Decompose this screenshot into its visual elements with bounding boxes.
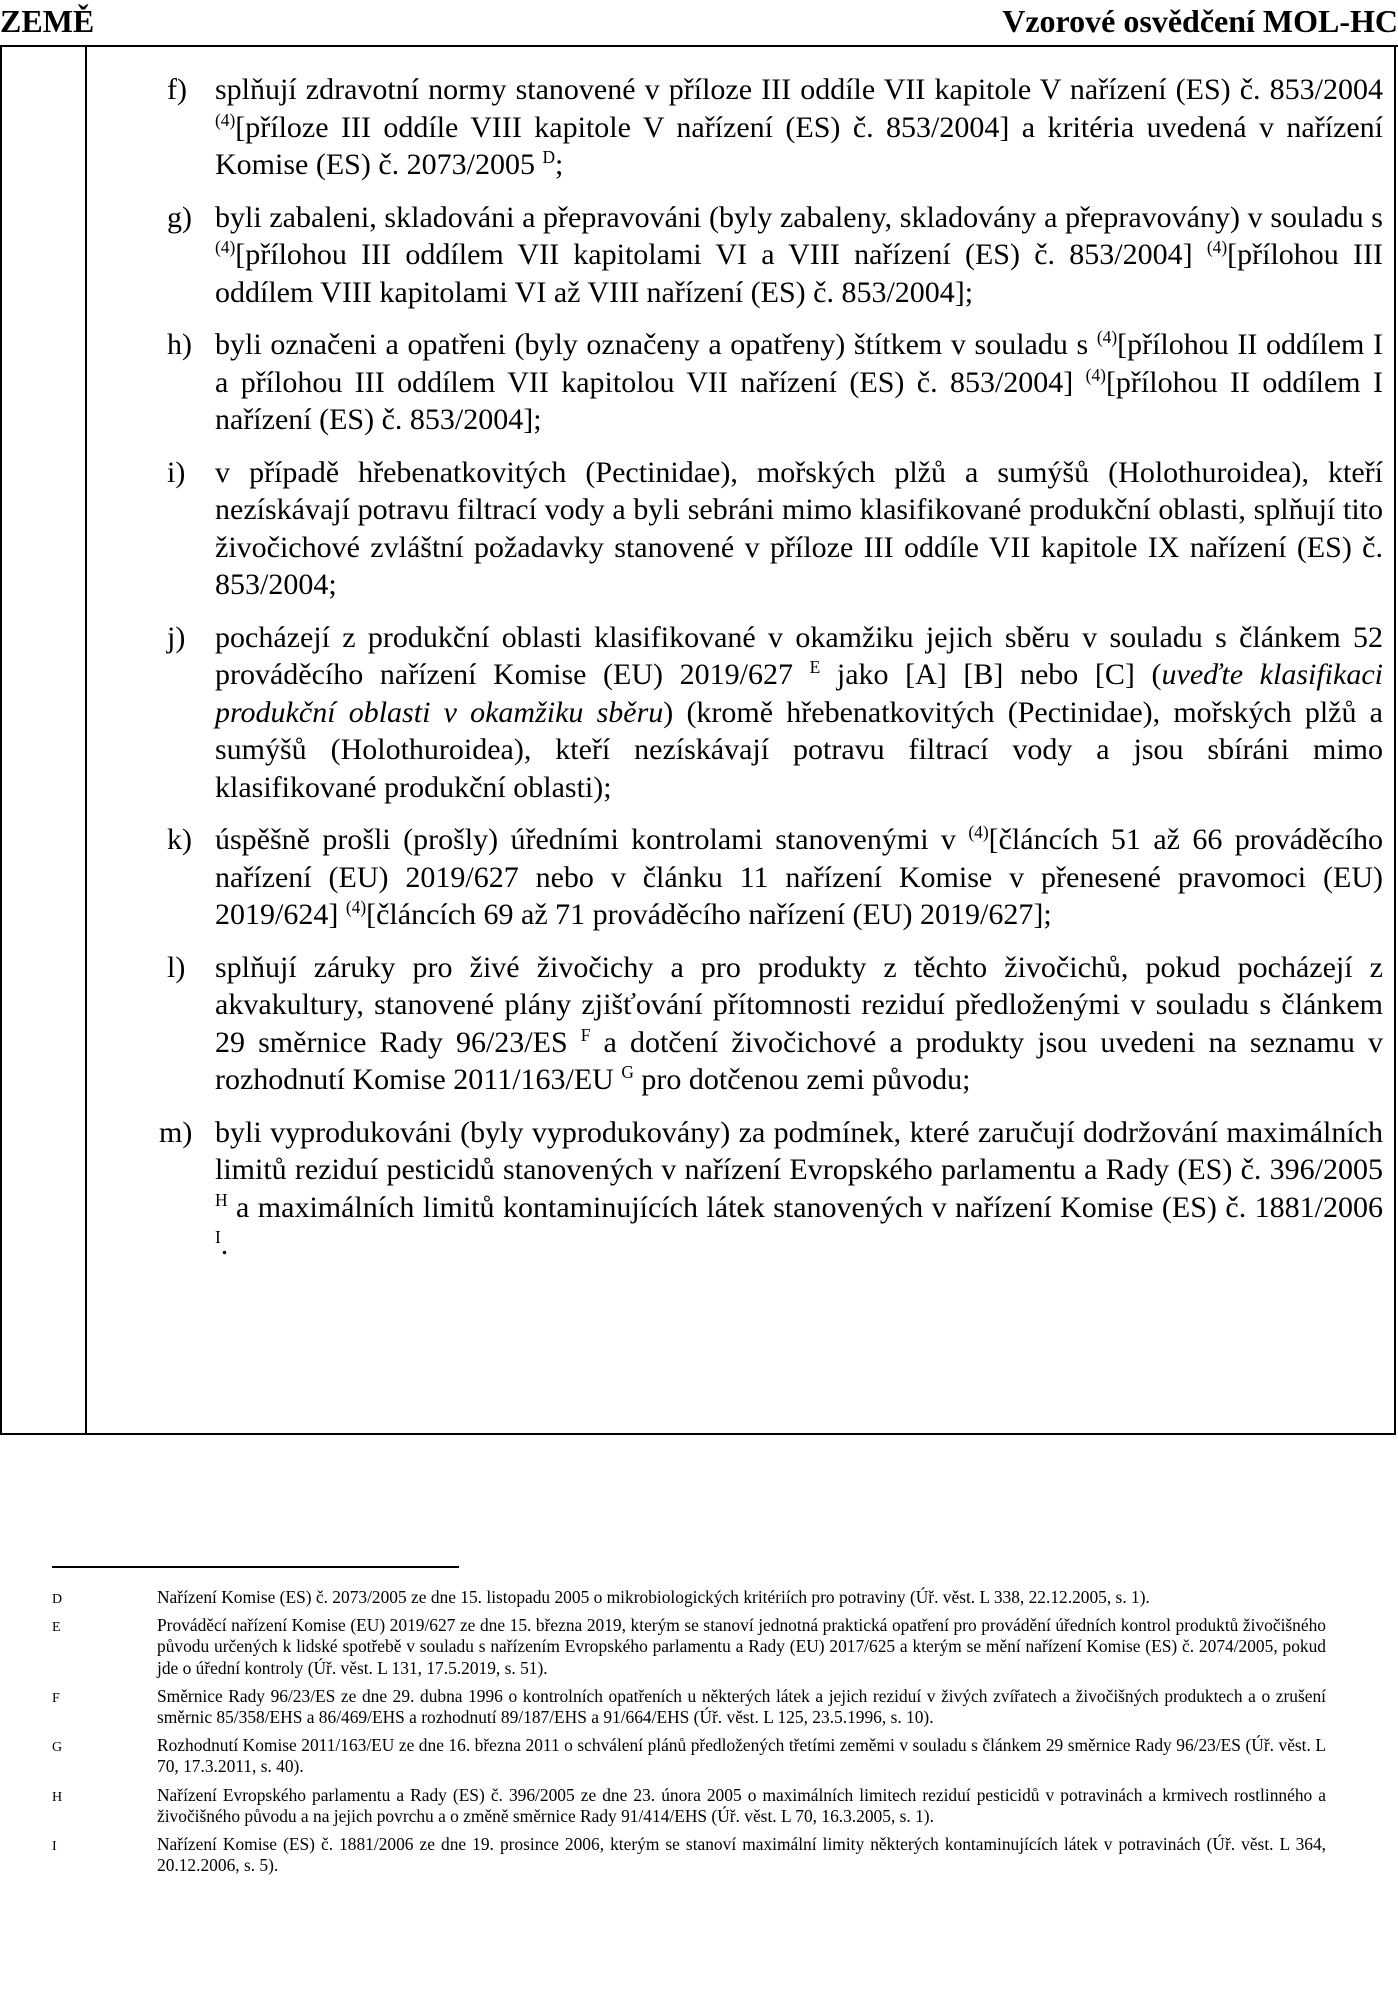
certification-item <box>167 949 1383 1099</box>
footnote-text: Nařízení Evropského parlamentu a Rady (ES) č. 396/2005 ze dne 23. února 2005 o maximálních limitech reziduí pesticidů v potravinách a krmivech rostlinného a živočišného původu a na jejich povrchu a o změně směrnice Rady 91/414/EHS (Úř. věst. L 70, 16.3.2005, s. 1). <box>157 1784 1326 1826</box>
footnote <box>52 1834 1326 1876</box>
footnote <box>52 1587 1326 1608</box>
item-text: a dotčení živočichové a produkty jsou uvedeni na seznamu v rozhodnutí Komise 2011/163/EU <box>215 1025 1383 1096</box>
footnote-reference: (4) <box>215 237 236 257</box>
item-label: k) <box>167 823 192 856</box>
item-text: v případě hřebenatkovitých (Pectinidae), mořských plžů a sumýšů (Holothuroidea), kteří nezískávají potravu filtrací vody a byli sebráni mimo klasifikované produkční oblasti, splňují tito živočichové zvláštní požadavky stanovené v příloze III oddíle VII kapitole IX nařízení (ES) č. 853/2004; <box>215 455 1383 601</box>
item-text: splňují záruky pro živé živočichy a pro produkty z těchto živočichů, pokud pocházejí z akvakultury, stanovené plány zjišťování přítomnosti reziduí předloženými v souladu s článkem 29 směrnice Rady 96/23/ES <box>215 950 1383 1059</box>
footnote-text: Směrnice Rady 96/23/ES ze dne 29. dubna 1996 o kontrolních opatřeních u některých látek a jejich reziduí v živých zvířatech a živočišných produktech a o zrušení směrnic 85/358/EHS a 86/469/EHS a rozhodnutí 89/187/EHS a 91/664/EHS (Úř. věst. L 125, 23.5.1996, s. 10). <box>157 1685 1326 1728</box>
certification-item <box>159 1114 1383 1264</box>
item-label: j) <box>167 620 186 654</box>
certification-item <box>167 454 1383 604</box>
item-text: ; <box>555 148 564 181</box>
footnote-mark: D <box>52 1592 63 1607</box>
footnote-mark: G <box>52 1740 63 1756</box>
item-text: [přílohou II oddílem I a přílohou III oddílem VII kapitolou VII nařízení (ES) č. 853/2004] <box>215 328 1383 399</box>
footnote-mark: H <box>52 1789 63 1805</box>
certification-item <box>167 326 1384 439</box>
item-text: [článcích 69 až 71 prováděcího nařízení (EU) 2019/627]; <box>366 898 1052 931</box>
footnote-reference: (4) <box>1206 237 1228 257</box>
item-text: jako [A] [B] nebo [C] ( <box>820 658 1162 691</box>
item-text: . <box>220 1228 229 1261</box>
item-text: pocházejí z produkční oblasti klasifikované v okamžiku jejich sběru v souladu s článkem 52 prováděcího nařízení Komise (EU) 2019/627 <box>215 620 1383 691</box>
item-text: [přílohou II oddílem I nařízení (ES) č. 853/2004]; <box>215 365 1384 436</box>
footnote <box>52 1686 1326 1728</box>
footnote-text: Rozhodnutí Komise 2011/163/EU ze dne 16. března 2011 o schválení plánů předložených třetími zeměmi v souladu s článkem 29 směrnice Rady 96/23/ES (Úř. věst. L 70, 17.3.2011, s. 40). <box>157 1735 1326 1777</box>
item-text: ) (kromě hřebenatkovitých (Pectinidae), mořských plžů a sumýšů (Holothuroidea), kteří nezískávají potravu filtrací vody a jsou sbíráni mimo klasifikované produkční oblasti); <box>215 695 1384 804</box>
item-text: [přílohou III oddílem VIII kapitolami VI až VIII nařízení (ES) č. 853/2004]; <box>215 238 1383 309</box>
footnote-mark: E <box>52 1620 61 1636</box>
footnote-reference: D <box>542 147 556 167</box>
item-instruction: uveďte klasifikaci produkční oblasti v okamžiku sběru <box>215 658 1383 729</box>
footnote-reference: I <box>215 1227 221 1247</box>
footnote <box>52 1615 1326 1679</box>
item-text: [článcích 51 až 66 prováděcího nařízení (EU) 2019/627 nebo v článku 11 nařízení Komise v přenesené pravomoci (EU) 2019/624] <box>215 823 1384 931</box>
footnote-reference: F <box>580 1024 591 1045</box>
footnote-reference: (4) <box>1085 364 1106 385</box>
certification-item <box>167 71 1383 184</box>
footnote-reference: E <box>809 657 821 677</box>
footnote-mark: I <box>52 1839 57 1855</box>
footnote-reference: G <box>621 1062 634 1082</box>
item-text: splňují zdravotní normy stanovené v příloze III oddíle VII kapitole V nařízení (ES) č. 853/2004 <box>215 73 1383 106</box>
footnotes <box>52 1587 1326 1883</box>
certification-item <box>167 199 1383 312</box>
item-label: l) <box>167 950 186 984</box>
footnote-rule <box>52 1566 459 1568</box>
footnote <box>52 1785 1326 1827</box>
item-text: [příloze III oddíle VIII kapitole V nařízení (ES) č. 853/2004] a kritéria uvedená v nařízení Komise (ES) č. 2073/2005 <box>215 110 1383 181</box>
footnote-reference: (4) <box>1096 327 1118 347</box>
certification-item <box>167 821 1384 934</box>
footnote-reference: (4) <box>215 109 236 130</box>
footnote-reference: H <box>215 1189 228 1210</box>
footnote-mark: F <box>52 1690 60 1706</box>
item-label: f) <box>167 73 187 106</box>
item-text: byli vyprodukováni (byly vyprodukovány) za podmínek, které zaručují dodržování maximálních limitů reziduí pesticidů stanovených v nařízení Evropského parlamentu a Rady (ES) č. 396/2005 <box>215 1115 1383 1186</box>
certificate-title: Vzorové osvědčení MOL-HC <box>1002 3 1398 39</box>
footnote-text: Prováděcí nařízení Komise (EU) 2019/627 ze dne 15. března 2019, kterým se stanoví jednotná praktická opatření pro provádění úředních kontrol produktů živočišného původu určených k lidské spotřebě v souladu s nařízením Evropského parlamentu a Rady (EU) 2017/625 a kterým se mění nařízení Komise (ES) č. 2074/2005, pokud jde o úřední kontroly (Úř. věst. L 131, 17.5.2019, s. 51). <box>157 1615 1326 1678</box>
footnote-text: Nařízení Komise (ES) č. 1881/2006 ze dne 19. prosince 2006, kterým se stanoví maximální limity některých kontaminujících látek v potravinách (Úř. věst. L 364, 20.12.2006, s. 5). <box>157 1834 1326 1876</box>
column-divider <box>85 45 87 1435</box>
footnote-text: Nařízení Komise (ES) č. 2073/2005 ze dne 15. listopadu 2005 o mikrobiologických kritériích pro potraviny (Úř. věst. L 338, 22.12.2005, s. 1). <box>157 1587 1150 1607</box>
item-label: h) <box>167 328 192 361</box>
footnote-reference: (4) <box>345 897 367 917</box>
certification-items <box>159 71 1384 1279</box>
item-label: i) <box>167 455 186 489</box>
item-label: m) <box>159 1115 193 1149</box>
item-text: [přílohou III oddílem VII kapitolami VI a VIII nařízení (ES) č. 853/2004] <box>235 238 1207 271</box>
certification-item <box>167 619 1384 807</box>
item-text: byli označeni a opatřeni (byly označeny a opatřeny) štítkem v souladu s <box>215 328 1097 361</box>
item-text: byli zabaleni, skladováni a přepravováni (byly zabaleny, skladovány a přepravovány) v souladu s <box>215 200 1383 234</box>
item-text: pro dotčenou zemi původu; <box>633 1063 971 1096</box>
footnote-reference: (4) <box>968 822 989 842</box>
footnote <box>52 1735 1326 1777</box>
item-label: g) <box>167 200 192 234</box>
item-text: a maximálních limitů kontaminujících látek stanovených v nařízení Komise (ES) č. 1881/2006 <box>227 1190 1383 1224</box>
country-header: ZEMĚ <box>0 3 95 39</box>
item-text: úspěšně prošli (prošly) úředními kontrolami stanovenými v <box>215 823 969 856</box>
